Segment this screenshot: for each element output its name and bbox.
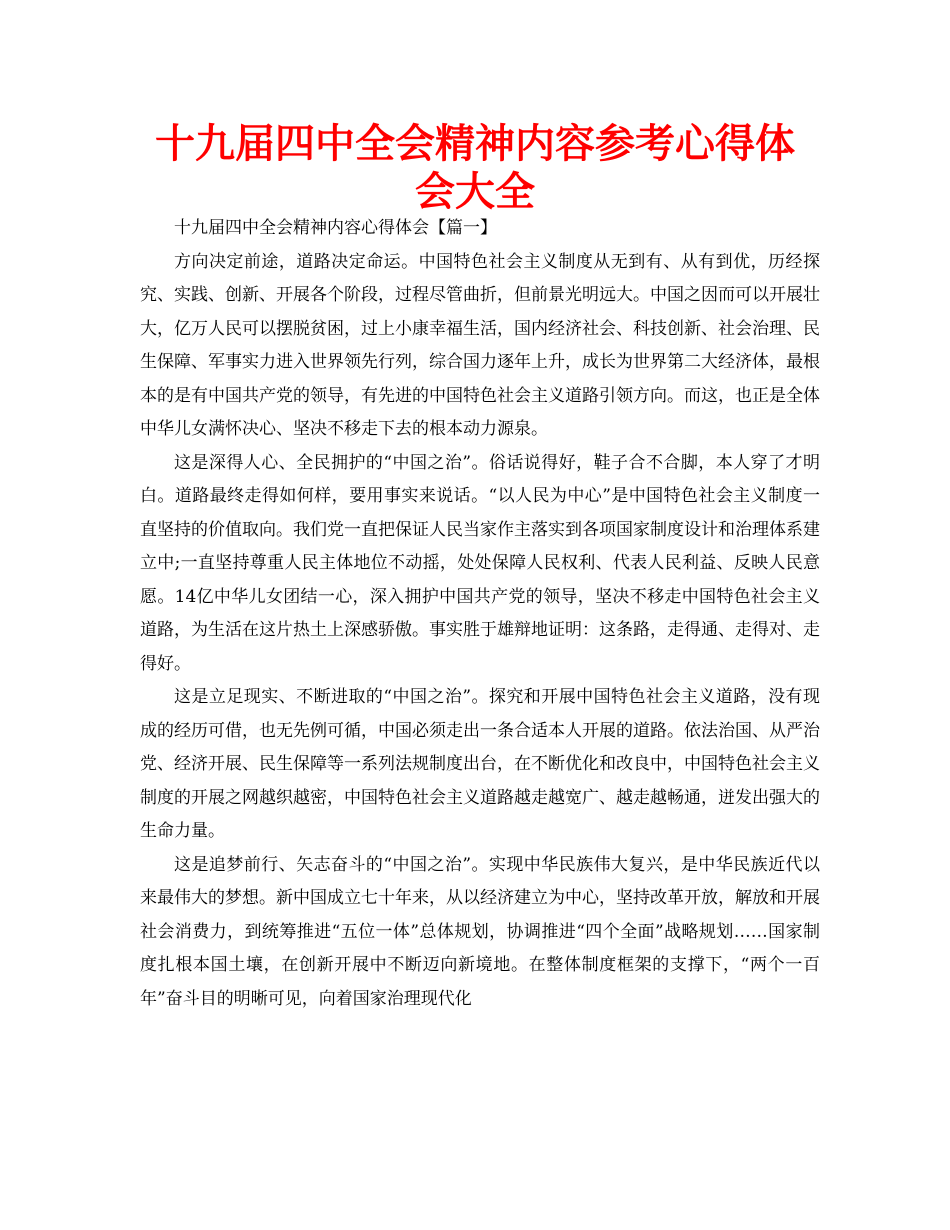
paragraph-1: 方向决定前途，道路决定命运。中国特色社会主义制度从无到有、从有到优，历经探究、实践、创新、开展各个阶段，过程尽管曲折，但前景光明远大。中国之因而可以开展壮大，亿万人民可以摆脱贫困，过上小康幸福生活，国内经济社会、科技创新、社会治理、民生保障、军事实力进入世界领先行列，综合国力逐年上升，成长为世界第二大经济体，最根本的是有中国共产党的领导，有先进的中国特色社会主义道路引领方向。而这，也正是全体中华儿女满怀决心、坚决不移走下去的根本动力源泉。 [140,251,820,439]
paragraph-3: 这是立足现实、不断进取的“中国之治”。探究和开展中国特色社会主义道路，没有现成的经历可借，也无先例可循，中国必须走出一条合适本人开展的道路。依法治国、从严治党、经济开展、民生保障等一系列法规制度出台，在不断优化和改良中，中国特色社会主义制度的开展之网越织越密，中国特色社会主义道路越走越宽广、越走越畅通，迸发出强大的生命力量。 [140,687,820,841]
paragraph-2: 这是深得人心、全民拥护的“中国之治”。俗话说得好，鞋子合不合脚，本人穿了才明白。道路最终走得如何样，要用事实来说话。“以人民为中心”是中国特色社会主义制度一直坚持的价值取向。我们党一直把保证人民当家作主落实到各项国家制度设计和治理体系建立中;一直坚持尊重人民主体地位不动摇，处处保障人民权利、代表人民利益、反映人民意愿。14亿中华儿女团结一心，深入拥护中国共产党的领导，坚决不移走中国特色社会主义道路，为生活在这片热土上深感骄傲。事实胜于雄辩地证明：这条路，走得通、走得对、走得好。 [140,452,820,674]
section-heading: 十九届四中全会精神内容心得体会【篇一】 [174,218,497,238]
paragraph-4: 这是追梦前行、矢志奋斗的“中国之治”。实现中华民族伟大复兴，是中华民族近代以来最伟大的梦想。新中国成立七十年来，从以经济建立为中心，坚持改革开放，解放和开展社会消费力，到统筹推进“五位一体”总体规划，协调推进“四个全面”战略规划……国家制度扎根本国土壤，在创新开展中不断迈向新境地。在整体制度框架的支撑下，“两个一百年”奋斗目的明晰可见，向着国家治理现代化 [140,854,820,1009]
document-title: 十九届四中全会精神内容参考心得体会大全 [155,120,795,215]
document-body [140,212,820,1016]
